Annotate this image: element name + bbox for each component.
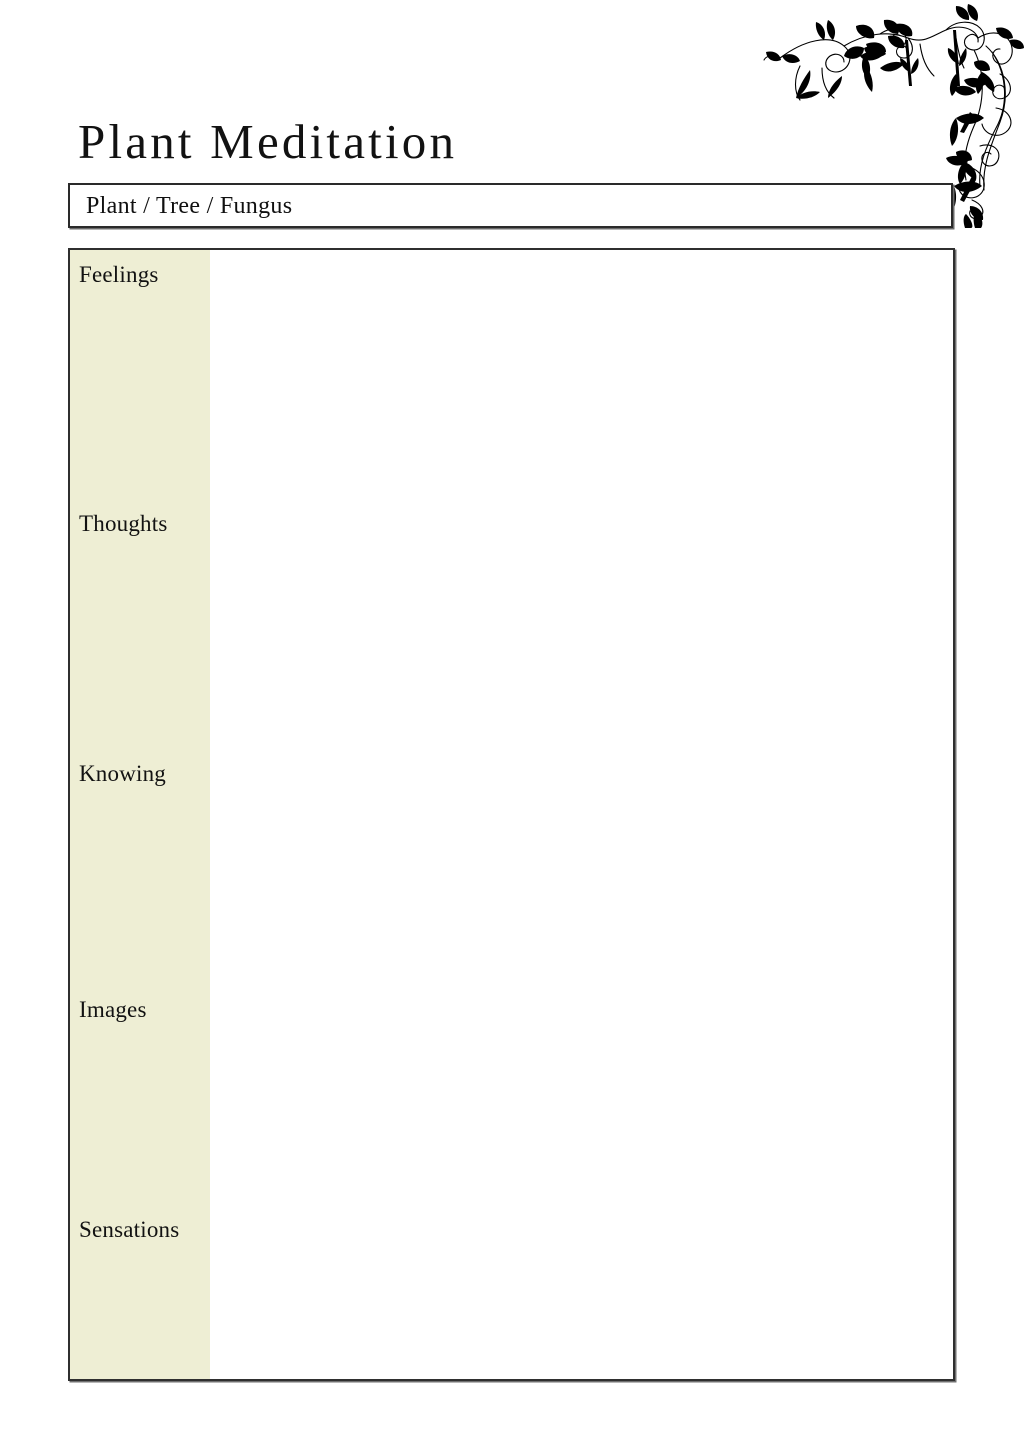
entry-column xyxy=(210,250,953,1379)
entry-area-knowing[interactable] xyxy=(210,749,953,985)
label-column xyxy=(70,250,210,1379)
row-label-sensations: Sensations xyxy=(79,1217,180,1242)
row-label-images: Images xyxy=(79,997,147,1022)
plant-subject-field-value: Plant / Tree / Fungus xyxy=(86,192,293,219)
meditation-table xyxy=(68,248,955,1381)
page-title: Plant Meditation xyxy=(78,113,458,169)
entry-area-feelings[interactable] xyxy=(210,250,953,499)
entry-area-images[interactable] xyxy=(210,985,953,1205)
row-label-thoughts: Thoughts xyxy=(79,511,168,536)
entry-area-thoughts[interactable] xyxy=(210,499,953,749)
row-label-feelings: Feelings xyxy=(79,262,159,287)
row-label-knowing: Knowing xyxy=(79,761,167,786)
entry-area-sensations[interactable] xyxy=(210,1205,953,1379)
plant-subject-field[interactable] xyxy=(68,183,953,228)
